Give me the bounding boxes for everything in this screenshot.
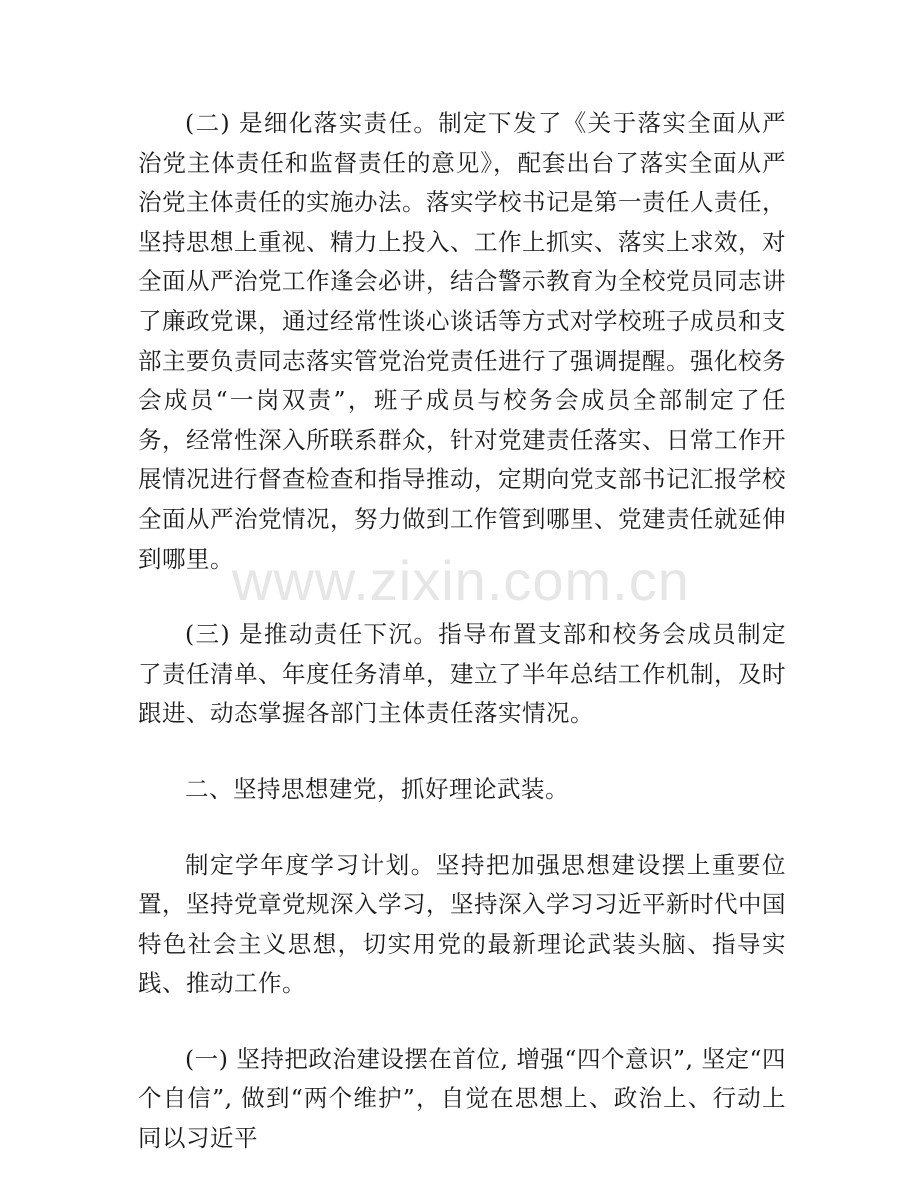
document-body [138,104,786,1195]
paragraph-study-plan: 制定学年度学习计划。坚持把加强思想建设摆上重要位置，坚持党章党规深入学习，坚持深入学习习近平新时代中国特色社会主义思想，切实用党的最新理论武装头脑、指导实践、推动工作。 [138,850,786,998]
paragraph-refine-responsibility: (二) 是细化落实责任。制定下发了《关于落实全面从严治党主体责任和监督责任的意见》，配套出台了落实全面从严治党主体责任的实施办法。落实学校书记是第一责任人责任，坚持思想上重视、精力上投入、工作上抓实、落实上求效，对全面从严治党工作逢会必讲，结合警示教育为全校党员同志讲了廉政党课，通过经常性谈心谈话等方式对学校班子成员和支部主要负责同志落实管党治党责任进行了强调提醒。强化校务会成员“一岗双责”，班子成员与校务会成员全部制定了任务，经常性深入所联系群众，针对党建责任落实、日常工作开展情况进行督查检查和指导推动，定期向党支部书记汇报学校全面从严治党情况，努力做到工作管到哪里、党建责任就延伸到哪里。 [138,109,786,573]
paragraph-political-building: (一) 坚持把政治建设摆在首位, 增强“四个意识”, 坚定“四个自信”, 做到“两个维护”，自觉在思想上、政治上、行动上同以习近平 [138,1044,786,1153]
watermark-text: www.zixin.com.cn [232,549,690,612]
paragraph-push-responsibility-down: (三) 是推动责任下沉。指导布置支部和校务会成员制定了责任清单、年度任务清单，建立了半年总结工作机制，及时跟进、动态掌握各部门主体责任落实情况。 [138,620,786,728]
section-heading-ideological-building: 二、坚持思想建党，抓好理论武装。 [185,774,569,803]
